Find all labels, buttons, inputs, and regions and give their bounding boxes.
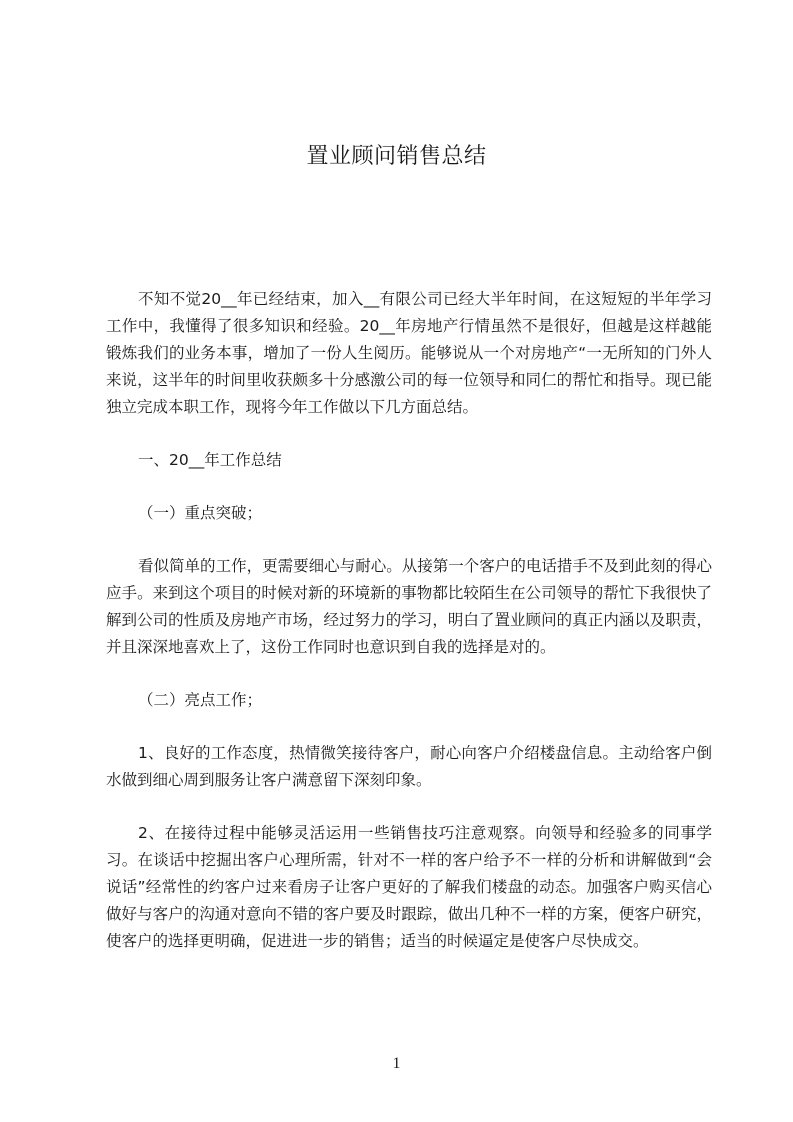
subsection-heading-highlights: （二）亮点工作；: [138, 691, 263, 709]
page-number: 1: [392, 1055, 401, 1072]
section-heading-annual-summary: 一、20__年工作总结: [138, 451, 282, 469]
document-body: [106, 286, 712, 981]
document-title: 置业顾问销售总结: [306, 144, 487, 169]
breakthroughs-paragraph: 看似简单的工作，更需要细心与耐心。从接第一个客户的电话措手不及到此刻的得心应手。来到这个项目的时候对新的环境新的事物都比较陌生在公司领导的帮忙下我很快了解到公司的性质及房地产市场，经过努力的学习，明白了置业顾问的真正内涵以及职责，并且深深地喜欢上了，这份工作同时也意识到自我的选择是对的。: [106, 557, 712, 656]
highlight-item-2: 2、在接待过程中能够灵活运用一些销售技巧注意观察。向领导和经验多的同事学习。在谈话中挖掘出客户心理所需，针对不一样的客户给予不一样的分析和讲解做到“会说话”经常性的约客户过来看房子让客户更好的了解我们楼盘的动态。加强客户购买信心做好与客户的沟通对意向不错的客户要及时跟踪，做出几种不一样的方案，便客户研究，使客户的选择更明确，促进进一步的销售；适当的时候逼定是使客户尽快成交。: [106, 824, 712, 950]
intro-paragraph: 不知不觉20__年已经结束，加入__有限公司已经大半年时间，在这短短的半年学习工作中，我懂得了很多知识和经验。20__年房地产行情虽然不是很好，但越是这样越能锻炼我们的业务本事，增加了一份人生阅历。能够说从一个对房地产“一无所知的门外人来说，这半年的时间里收获颇多十分感激公司的每一位领导和同仁的帮忙和指导。现已能独立完成本职工作，现将今年工作做以下几方面总结。: [106, 290, 712, 416]
highlight-item-1: 1、良好的工作态度，热情微笑接待客户，耐心向客户介绍楼盘信息。主动给客户倒水做到细心周到服务让客户满意留下深刻印象。: [106, 744, 712, 789]
subsection-heading-key-breakthroughs: （一）重点突破；: [138, 504, 263, 522]
